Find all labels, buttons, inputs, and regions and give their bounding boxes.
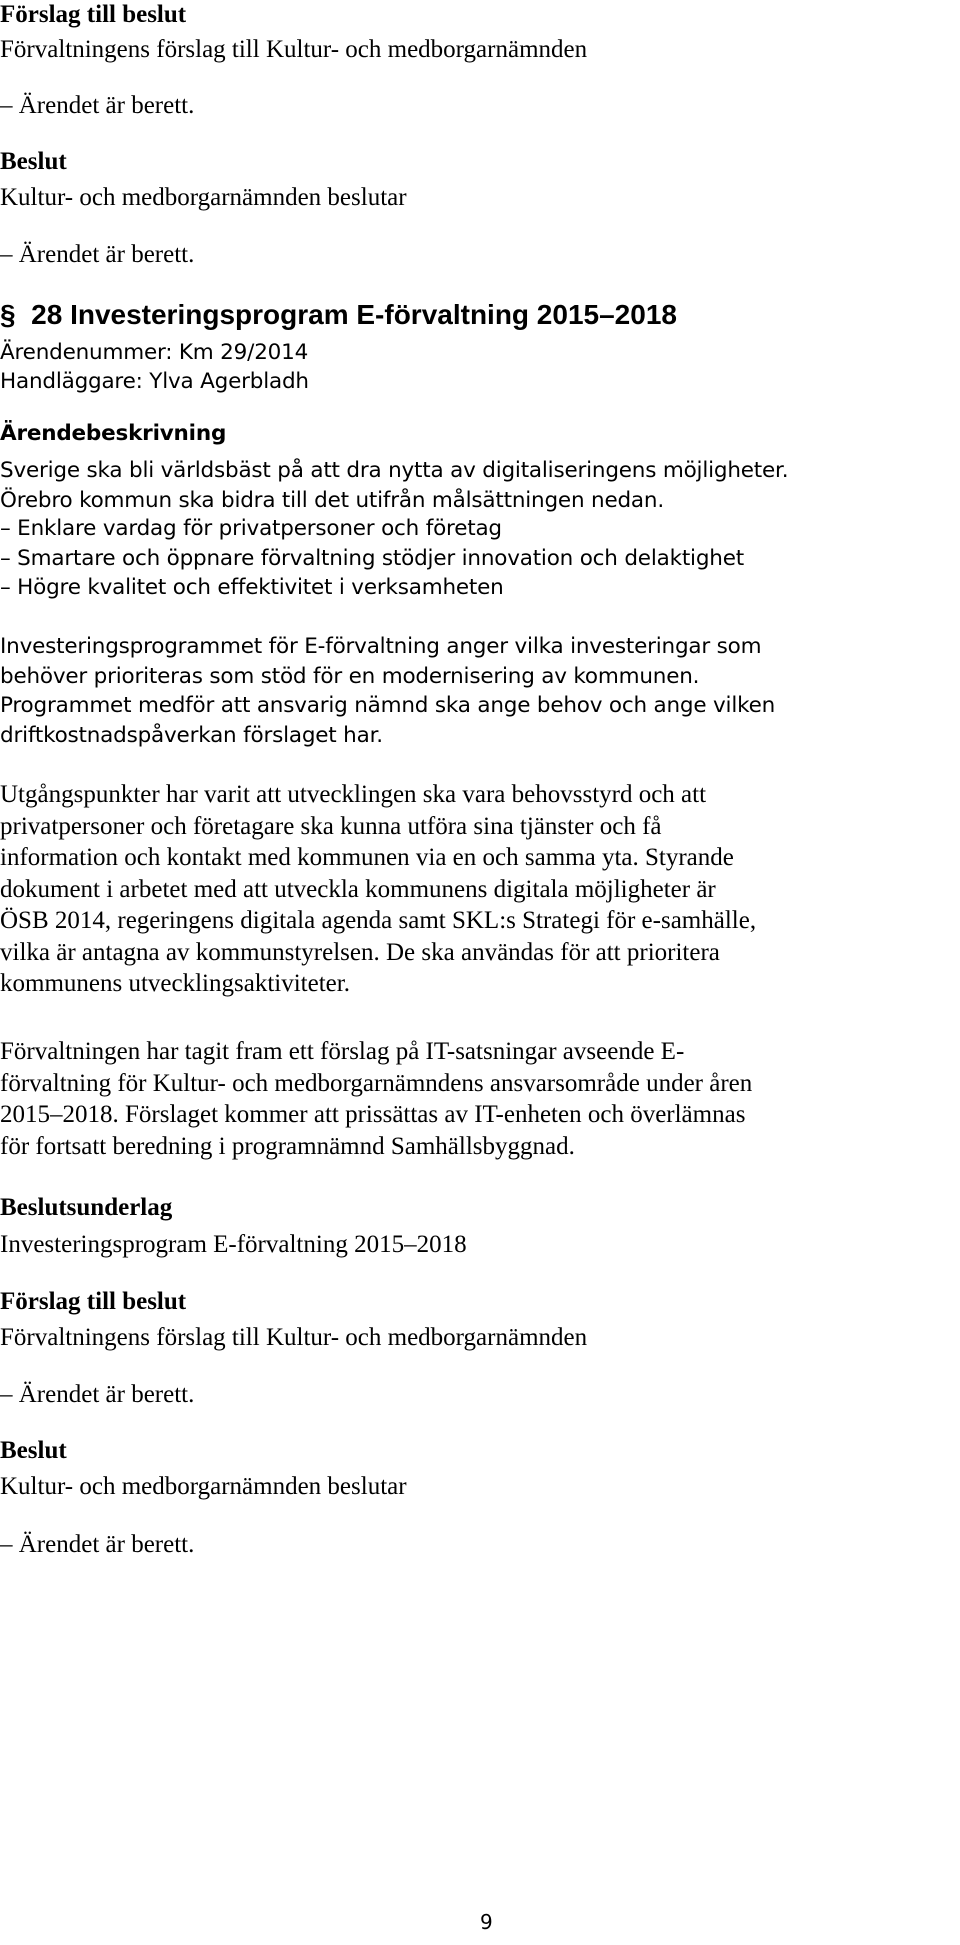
description-intro (0, 456, 788, 515)
arendenummer: Ärendenummer: Km 29/2014 (0, 340, 309, 365)
handlaggare: Handläggare: Ylva Agerbladh (0, 369, 309, 394)
goals-list (0, 514, 744, 603)
description-paragraph-3 (0, 1036, 752, 1162)
beslut-item-bottom: – Ärendet är berett. (0, 1531, 195, 1558)
description-paragraph-1 (0, 632, 775, 750)
beslut-text-bottom: Kultur- och medborgarnämnden beslutar (0, 1473, 407, 1500)
paragraph-line: information och kontakt med kommunen via en och samma yta. Styrande (0, 844, 734, 871)
goal-item: – Högre kvalitet och effektivitet i verksamheten (0, 575, 504, 600)
forslag-text-top: Förvaltningens förslag till Kultur- och medborgarnämnden (0, 36, 588, 63)
forslag-item-top: – Ärendet är berett. (0, 92, 195, 119)
underlag-text: Investeringsprogram E-förvaltning 2015–2018 (0, 1231, 467, 1258)
forslag-item-bottom: – Ärendet är berett. (0, 1381, 195, 1408)
goal-item: – Smartare och öppnare förvaltning stödjer innovation och delaktighet (0, 545, 744, 571)
paragraph-line: förvaltning för Kultur- och medborgarnämndens ansvarsområde under åren (0, 1069, 753, 1097)
paragraph-line: ÖSB 2014, regeringens digitala agenda samt SKL:s Strategi för e-samhälle, (0, 907, 757, 934)
beslut-item-top: – Ärendet är berett. (0, 241, 195, 268)
paragraph-line: driftkostnadspåverkan förslaget har. (0, 722, 383, 748)
paragraph-symbol: § (0, 299, 16, 330)
forslag-heading-top: Förslag till beslut (0, 1, 187, 28)
section-title: 28 Investeringsprogram E-förvaltning 2015–2018 (31, 299, 677, 330)
paragraph-line: kommunens utvecklingsaktiviteter. (0, 970, 350, 997)
paragraph-line: 2015–2018. Förslaget kommer att prissättas av IT-enheten och överlämnas (0, 1101, 746, 1128)
description-heading: Ärendebeskrivning (0, 421, 227, 446)
paragraph-line: Programmet medför att ansvarig nämnd ska ange behov och ange vilken (0, 693, 776, 718)
goal-item: – Enklare vardag för privatpersoner och företag (0, 516, 502, 541)
page-number: 9 (480, 1910, 493, 1934)
beslut-text-top: Kultur- och medborgarnämnden beslutar (0, 184, 407, 211)
paragraph-line: privatpersoner och företagare ska kunna utföra sina tjänster och få (0, 812, 662, 840)
paragraph-line: Förvaltningen har tagit fram ett förslag på IT-satsningar avseende E- (0, 1038, 685, 1065)
paragraph-line: behöver prioriteras som stöd för en modernisering av kommunen. (0, 663, 700, 689)
beslut-heading-bottom: Beslut (0, 1437, 67, 1464)
intro-line: Örebro kommun ska bidra till det utifrån målsättningen nedan. (0, 487, 664, 513)
paragraph-line: vilka är antagna av kommunstyrelsen. De ska användas för att prioritera (0, 938, 720, 966)
beslut-heading-top: Beslut (0, 148, 67, 175)
paragraph-line: Investeringsprogrammet för E-förvaltning anger vilka investeringar som (0, 634, 762, 659)
description-paragraph-2 (0, 779, 756, 1000)
section-title-row (0, 298, 677, 332)
intro-line: Sverige ska bli världsbäst på att dra nytta av digitaliseringens möjligheter. (0, 458, 789, 483)
forslag-text-bottom: Förvaltningens förslag till Kultur- och medborgarnämnden (0, 1324, 588, 1351)
forslag-heading-bottom: Förslag till beslut (0, 1288, 187, 1315)
paragraph-line: för fortsatt beredning i programnämnd Samhällsbyggnad. (0, 1132, 575, 1160)
paragraph-line: dokument i arbetet med att utveckla kommunens digitala möjligheter är (0, 875, 716, 903)
underlag-heading: Beslutsunderlag (0, 1194, 173, 1221)
paragraph-line: Utgångspunkter har varit att utvecklingen ska vara behovsstyrd och att (0, 781, 707, 808)
